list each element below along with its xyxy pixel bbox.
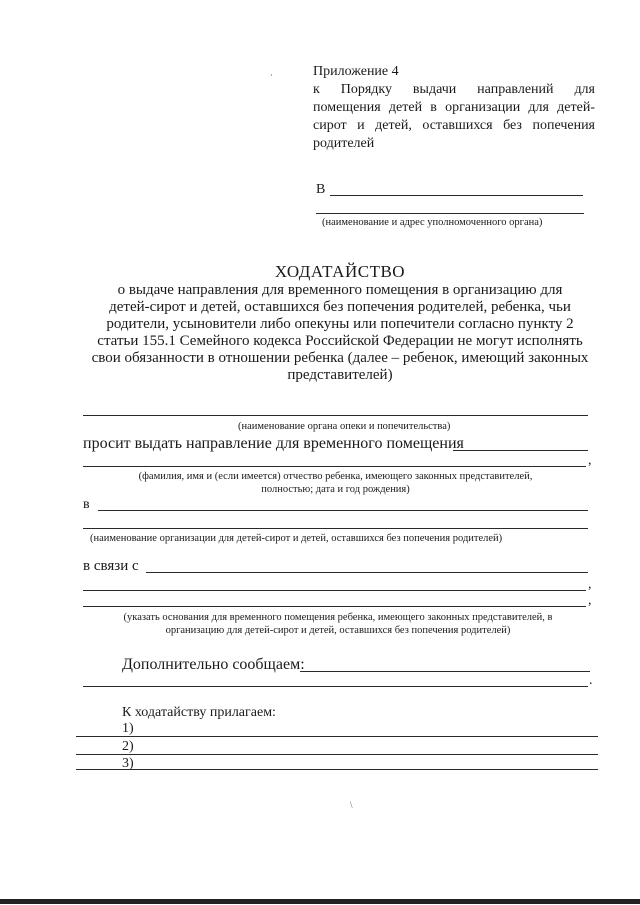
comma-mark: , <box>588 577 592 592</box>
comma-mark: , <box>588 453 592 468</box>
attach-item-number: 2) <box>122 739 134 754</box>
subtitle-line: детей-сирот и детей, оставшихся без попечения родителей, ребенка, чьи <box>109 299 571 315</box>
appendix-line: к Порядку выдачи направлений для <box>313 82 595 97</box>
subtitle-line: о выдаче направления для временного помещения в организацию для <box>117 282 563 298</box>
attach-item-line[interactable] <box>76 736 598 737</box>
scan-speck: \ <box>350 800 353 810</box>
organization-blank-line-2[interactable] <box>83 528 588 529</box>
subtitle-line: статьи 155.1 Семейного кодекса Российской Федерации не могут исполнять <box>97 333 583 349</box>
reason-blank-line-3[interactable] <box>83 606 586 607</box>
request-text: просит выдать направление для временного помещения <box>83 435 464 452</box>
subtitle-line: представителей) <box>287 367 393 383</box>
document-subtitle <box>80 282 600 384</box>
reason-prefix: в связи с <box>83 558 139 574</box>
comma-mark: , <box>588 593 592 608</box>
scan-bottom-edge <box>0 899 640 904</box>
attach-item-number: 1) <box>122 721 134 736</box>
document-title: ХОДАТАЙСТВО <box>274 262 406 281</box>
reason-blank-line-2[interactable] <box>83 590 586 591</box>
appendix-line: родителей <box>313 136 375 151</box>
appendix-line: сирот и детей, оставшихся без попечения <box>313 118 595 133</box>
attach-item-number: 3) <box>122 756 134 771</box>
reason-blank-line[interactable] <box>146 572 588 573</box>
additional-label: Дополнительно сообщаем: <box>122 656 305 673</box>
scan-speck: · <box>270 70 273 80</box>
attach-label: К ходатайству прилагаем: <box>122 705 276 720</box>
reason-caption <box>83 611 593 637</box>
organization-blank-line[interactable] <box>98 510 588 511</box>
appendix-block <box>313 63 595 153</box>
child-caption <box>83 470 588 496</box>
attach-item-line[interactable] <box>76 754 598 755</box>
additional-blank-line-2[interactable] <box>83 686 588 687</box>
in-prefix: в <box>83 497 90 512</box>
addressee-prefix: В <box>316 182 326 197</box>
additional-blank-line[interactable] <box>300 671 590 672</box>
appendix-line: Приложение 4 <box>313 64 399 79</box>
child-caption-line: (фамилия, имя и (если имеется) отчество ребенка, имеющего законных представителей, <box>138 471 533 482</box>
child-caption-line: полностью; дата и год рождения) <box>261 484 410 495</box>
attach-item-line[interactable] <box>76 769 598 770</box>
reason-caption-line: организацию для детей-сирот и детей, оставшихся без попечения родителей) <box>165 625 511 636</box>
guardianship-blank-line[interactable] <box>83 415 588 416</box>
subtitle-line: родители, усыновители либо опекуны или попечители согласно пункту 2 <box>106 316 574 332</box>
addressee-caption: (наименование и адрес уполномоченного органа) <box>322 217 543 228</box>
child-blank-line[interactable] <box>83 466 586 467</box>
addressee-blank-line-2[interactable] <box>316 213 584 214</box>
appendix-line: помещения детей в организации для детей- <box>313 100 595 115</box>
period-mark: . <box>589 673 593 688</box>
reason-caption-line: (указать основания для временного помещения ребенка, имеющего законных представителей, в <box>123 612 553 623</box>
organization-caption: (наименование организации для детей-сирот и детей, оставшихся без попечения родителей) <box>90 533 503 544</box>
subtitle-line: свои обязанности в отношении ребенка (далее – ребенок, имеющий законных <box>91 350 589 366</box>
guardianship-caption: (наименование органа опеки и попечительства) <box>238 421 451 432</box>
request-blank-line[interactable] <box>453 450 588 451</box>
addressee-blank-line[interactable] <box>330 195 583 196</box>
